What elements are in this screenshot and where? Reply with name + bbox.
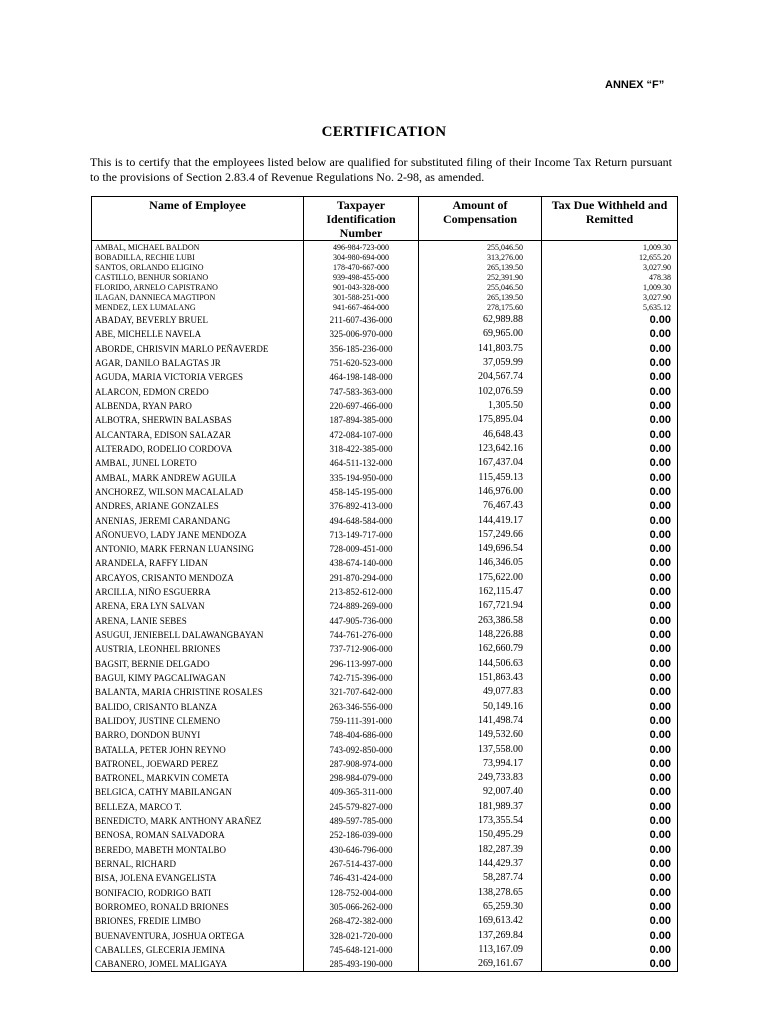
table-row [92,943,678,957]
employee-name: ASUGUI, JENIEBELL DALAWANGBAYAN [92,628,304,642]
tax-withheld: 0.00 [542,628,678,642]
compensation-amount: 37,059.99 [419,356,542,370]
employee-tin: 751-620-523-000 [304,356,419,370]
employee-name: BUENAVENTURA, JOSHUA ORTEGA [92,928,304,942]
tax-withheld: 0.00 [542,828,678,842]
tax-withheld: 3,027.90 [542,293,678,303]
employee-name: BARRO, DONDON BUNYI [92,728,304,742]
employee-tin: 211-607-436-000 [304,313,419,327]
compensation-amount: 204,567.74 [419,370,542,384]
employee-tin: 747-583-363-000 [304,385,419,399]
employee-tin: 759-111-391-000 [304,714,419,728]
employee-name: ALARCON, EDMON CREDO [92,385,304,399]
tax-withheld: 0.00 [542,871,678,885]
table-row [92,399,678,413]
tax-withheld: 1,009.30 [542,241,678,254]
compensation-amount: 123,642.16 [419,442,542,456]
compensation-amount: 73,994.17 [419,757,542,771]
table-row [92,714,678,728]
employee-name: ALBENDA, RYAN PARO [92,399,304,413]
table-row [92,828,678,842]
table-header-row [92,197,678,241]
tax-withheld: 1,009.30 [542,283,678,293]
table-row [92,785,678,799]
table-row [92,628,678,642]
table-row [92,814,678,828]
employee-name: CABALLES, GLECERIA JEMINA [92,943,304,957]
tax-withheld: 0.00 [542,470,678,484]
employee-tin: 304-980-694-000 [304,253,419,263]
table-row [92,571,678,585]
employee-name: ARCILLA, NIÑO ESGUERRA [92,585,304,599]
tax-withheld: 0.00 [542,900,678,914]
tax-withheld: 0.00 [542,599,678,613]
employee-name: BELLEZA, MARCO T. [92,800,304,814]
tax-withheld: 0.00 [542,442,678,456]
table-row [92,685,678,699]
employee-tin: 464-511-132-000 [304,456,419,470]
compensation-amount: 49,077.83 [419,685,542,699]
compensation-amount: 175,622.00 [419,571,542,585]
table-row [92,728,678,742]
tax-withheld: 0.00 [542,814,678,828]
employee-tin: 464-198-148-000 [304,370,419,384]
table-row [92,771,678,785]
compensation-amount: 169,613.42 [419,914,542,928]
employee-name: ARENA, LANIE SEBES [92,614,304,628]
table-row [92,742,678,756]
compensation-amount: 249,733.83 [419,771,542,785]
table-row [92,843,678,857]
compensation-amount: 146,346.05 [419,556,542,570]
employee-name: BALIDOY, JUSTINE CLEMENO [92,714,304,728]
employee-name: BERNAL, RICHARD [92,857,304,871]
table-row [92,241,678,254]
compensation-amount: 269,161.67 [419,957,542,972]
employee-tin: 291-870-294-000 [304,571,419,585]
compensation-amount: 65,259.30 [419,900,542,914]
table-row [92,528,678,542]
compensation-amount: 1,305.50 [419,399,542,413]
employee-tin: 325-006-970-000 [304,327,419,341]
table-row [92,585,678,599]
tax-withheld: 0.00 [542,943,678,957]
employee-name: AGAR, DANILO BALAGTAS JR [92,356,304,370]
employee-name: ARCAYOS, CRISANTO MENDOZA [92,571,304,585]
table-row [92,263,678,273]
employee-tin: 128-752-004-000 [304,886,419,900]
compensation-amount: 175,895.04 [419,413,542,427]
compensation-amount: 144,419.17 [419,513,542,527]
tax-withheld: 0.00 [542,785,678,799]
table-row [92,914,678,928]
table-row [92,642,678,656]
tax-withheld: 0.00 [542,728,678,742]
employee-name: BENOSA, ROMAN SALVADORA [92,828,304,842]
tax-withheld: 12,655.20 [542,253,678,263]
employee-name: BALANTA, MARIA CHRISTINE ROSALES [92,685,304,699]
employee-tin: 489-597-785-000 [304,814,419,828]
tax-withheld: 0.00 [542,385,678,399]
header-name-of-employee: Name of Employee [92,197,304,241]
employee-name: ANTONIO, MARK FERNAN LUANSING [92,542,304,556]
tax-withheld: 3,027.90 [542,263,678,273]
compensation-amount: 62,989.88 [419,313,542,327]
table-row [92,428,678,442]
tax-withheld: 0.00 [542,513,678,527]
employee-name: AUSTRIA, LEONHEL BRIONES [92,642,304,656]
employee-tin: 744-761-276-000 [304,628,419,642]
table-row [92,599,678,613]
employee-name: AÑONUEVO, LADY JANE MENDOZA [92,528,304,542]
employee-tin: 178-470-667-000 [304,263,419,273]
employee-tin: 743-092-850-000 [304,742,419,756]
table-row [92,699,678,713]
employee-name: FLORIDO, ARNELO CAPISTRANO [92,283,304,293]
employee-name: BONIFACIO, RODRIGO BATI [92,886,304,900]
compensation-amount: 278,175.60 [419,303,542,313]
employee-name: BRIONES, FREDIE LIMBO [92,914,304,928]
employee-name: BAGUI, KIMY PAGCALIWAGAN [92,671,304,685]
table-row [92,542,678,556]
tax-withheld: 0.00 [542,914,678,928]
employee-name: BATRONEL, JOEWARD PEREZ [92,757,304,771]
compensation-amount: 265,139.50 [419,263,542,273]
table-row [92,900,678,914]
compensation-amount: 144,429.37 [419,857,542,871]
employee-tin: 267-514-437-000 [304,857,419,871]
table-row [92,327,678,341]
tax-withheld: 0.00 [542,771,678,785]
compensation-amount: 255,046.50 [419,283,542,293]
employee-name: AGUDA, MARIA VICTORIA VERGES [92,370,304,384]
employee-name: BAGSIT, BERNIE DELGADO [92,657,304,671]
certification-paragraph: This is to certify that the employees listed below are qualified for substituted filing of their Income Tax Return pursuant to the provisions of Section 2.83.4 of Revenue Regulations No. 2-98, as amended. [90,155,672,184]
table-row [92,356,678,370]
document-title: CERTIFICATION [321,124,447,140]
employee-tin: 220-697-466-000 [304,399,419,413]
employee-name: ANENIAS, JEREMI CARANDANG [92,513,304,527]
employee-tin: 263-346-556-000 [304,699,419,713]
table-row [92,800,678,814]
tax-withheld: 0.00 [542,542,678,556]
employee-tin: 301-588-251-000 [304,293,419,303]
tax-withheld: 478.38 [542,273,678,283]
tax-withheld: 0.00 [542,313,678,327]
compensation-amount: 113,167.09 [419,943,542,957]
compensation-amount: 137,558.00 [419,742,542,756]
employee-tin: 376-892-413-000 [304,499,419,513]
compensation-amount: 46,648.43 [419,428,542,442]
employee-tin: 328-021-720-000 [304,928,419,942]
employee-tin: 724-889-269-000 [304,599,419,613]
employee-tin: 187-894-385-000 [304,413,419,427]
table-row [92,886,678,900]
employee-tin: 458-145-195-000 [304,485,419,499]
table-row [92,871,678,885]
table-row [92,342,678,356]
compensation-amount: 167,721.94 [419,599,542,613]
tax-withheld: 0.00 [542,370,678,384]
employee-name: BEREDO, MABETH MONTALBO [92,843,304,857]
employee-name: BATRONEL, MARKVIN COMETA [92,771,304,785]
employee-tin: 213-852-612-000 [304,585,419,599]
annex-label: ANNEX “F” [605,79,665,91]
employee-table [91,196,678,972]
employee-name: BATALLA, PETER JOHN REYNO [92,742,304,756]
tax-withheld: 0.00 [542,757,678,771]
employee-tin: 745-648-121-000 [304,943,419,957]
table-row [92,499,678,513]
employee-tin: 939-498-455-000 [304,273,419,283]
employee-tin: 268-472-382-000 [304,914,419,928]
employee-tin: 321-707-642-000 [304,685,419,699]
employee-name: BALIDO, CRISANTO BLANZA [92,699,304,713]
table-row [92,293,678,303]
header-amount-of-compensation: Amount of Compensation [419,197,542,241]
employee-tin: 713-149-717-000 [304,528,419,542]
employee-tin: 728-009-451-000 [304,542,419,556]
employee-tin: 430-646-796-000 [304,843,419,857]
employee-name: ALCANTARA, EDISON SALAZAR [92,428,304,442]
table-row [92,614,678,628]
employee-tin: 252-186-039-000 [304,828,419,842]
compensation-amount: 138,278.65 [419,886,542,900]
table-row [92,370,678,384]
employee-name: ALBOTRA, SHERWIN BALASBAS [92,413,304,427]
employee-tin: 941-667-464-000 [304,303,419,313]
employee-tin: 496-984-723-000 [304,241,419,254]
tax-withheld: 0.00 [542,742,678,756]
compensation-amount: 151,863.43 [419,671,542,685]
tax-withheld: 0.00 [542,671,678,685]
compensation-amount: 102,076.59 [419,385,542,399]
tax-withheld: 0.00 [542,485,678,499]
employee-name: ILAGAN, DANNIECA MAGTIPON [92,293,304,303]
employee-name: ANDRES, ARIANE GONZALES [92,499,304,513]
compensation-amount: 173,355.54 [419,814,542,828]
tax-withheld: 0.00 [542,857,678,871]
header-taxpayer-identification-number: Taxpayer Identification Number [304,197,419,241]
compensation-amount: 141,803.75 [419,342,542,356]
employee-name: BELGICA, CATHY MABILANGAN [92,785,304,799]
employee-name: ARENA, ERA LYN SALVAN [92,599,304,613]
employee-tin: 494-648-584-000 [304,513,419,527]
employee-name: BORROMEO, RONALD BRIONES [92,900,304,914]
tax-withheld: 0.00 [542,413,678,427]
compensation-amount: 141,498.74 [419,714,542,728]
employee-tin: 335-194-950-000 [304,470,419,484]
employee-tin: 356-185-236-000 [304,342,419,356]
tax-withheld: 0.00 [542,327,678,341]
employee-tin: 298-984-079-000 [304,771,419,785]
table-row [92,485,678,499]
compensation-amount: 50,149.16 [419,699,542,713]
tax-withheld: 0.00 [542,571,678,585]
employee-name: CASTILLO, BENHUR SORIANO [92,273,304,283]
employee-name: CABANERO, JOMEL MALIGAYA [92,957,304,972]
tax-withheld: 0.00 [542,556,678,570]
employee-name: ALTERADO, RODELIO CORDOVA [92,442,304,456]
employee-name: AMBAL, MICHAEL BALDON [92,241,304,254]
table-row [92,253,678,263]
tax-withheld: 0.00 [542,957,678,972]
table-row [92,513,678,527]
employee-tin: 409-365-311-000 [304,785,419,799]
employee-tin: 245-579-827-000 [304,800,419,814]
compensation-amount: 265,139.50 [419,293,542,303]
table-row [92,313,678,327]
table-row [92,657,678,671]
employee-tin: 737-712-906-000 [304,642,419,656]
employee-name: SANTOS, ORLANDO ELIGINO [92,263,304,273]
table-row [92,283,678,293]
employee-tin: 748-404-686-000 [304,728,419,742]
employee-name: ABE, MICHELLE NAVELA [92,327,304,341]
tax-withheld: 0.00 [542,356,678,370]
employee-tin: 901-043-328-000 [304,283,419,293]
employee-name: ABADAY, BEVERLY BRUEL [92,313,304,327]
compensation-amount: 162,660.79 [419,642,542,656]
employee-name: ANCHOREZ, WILSON MACALALAD [92,485,304,499]
tax-withheld: 0.00 [542,614,678,628]
table-row [92,303,678,313]
employee-tin: 287-908-974-000 [304,757,419,771]
employee-name: BISA, JOLENA EVANGELISTA [92,871,304,885]
tax-withheld: 0.00 [542,928,678,942]
compensation-amount: 149,696.54 [419,542,542,556]
table-row [92,413,678,427]
compensation-amount: 263,386.58 [419,614,542,628]
tax-withheld: 0.00 [542,657,678,671]
compensation-amount: 69,965.00 [419,327,542,341]
compensation-amount: 148,226.88 [419,628,542,642]
compensation-amount: 255,046.50 [419,241,542,254]
header-tax-due-withheld-and-remitted: Tax Due Withheld and Remitted [542,197,678,241]
table-row [92,385,678,399]
compensation-amount: 162,115.47 [419,585,542,599]
employee-tin: 305-066-262-000 [304,900,419,914]
tax-withheld: 0.00 [542,585,678,599]
compensation-amount: 181,989.37 [419,800,542,814]
compensation-amount: 115,459.13 [419,470,542,484]
employee-tin: 447-905-736-000 [304,614,419,628]
tax-withheld: 0.00 [542,886,678,900]
compensation-amount: 150,495.29 [419,828,542,842]
tax-withheld: 0.00 [542,843,678,857]
employee-tin: 438-674-140-000 [304,556,419,570]
tax-withheld: 0.00 [542,699,678,713]
employee-name: BENEDICTO, MARK ANTHONY ARAÑEZ [92,814,304,828]
employee-tin: 296-113-997-000 [304,657,419,671]
tax-withheld: 0.00 [542,499,678,513]
tax-withheld: 0.00 [542,342,678,356]
employee-name: ARANDELA, RAFFY LIDAN [92,556,304,570]
compensation-amount: 167,437.04 [419,456,542,470]
employee-name: MENDEZ, LEX LUMALANG [92,303,304,313]
table-row [92,470,678,484]
tax-withheld: 0.00 [542,456,678,470]
tax-withheld: 5,635.12 [542,303,678,313]
table-row [92,556,678,570]
compensation-amount: 92,007.40 [419,785,542,799]
employee-tin: 285-493-190-000 [304,957,419,972]
tax-withheld: 0.00 [542,642,678,656]
tax-withheld: 0.00 [542,714,678,728]
compensation-amount: 146,976.00 [419,485,542,499]
table-row [92,957,678,972]
employee-name: AMBAL, MARK ANDREW AGUILA [92,470,304,484]
table-row [92,857,678,871]
employee-tin: 318-422-385-000 [304,442,419,456]
employee-name: BOBADILLA, RECHIE LUBI [92,253,304,263]
table-row [92,671,678,685]
tax-withheld: 0.00 [542,528,678,542]
compensation-amount: 76,467.43 [419,499,542,513]
employee-name: ABORDE, CHRISVIN MARLO PEÑAVERDE [92,342,304,356]
tax-withheld: 0.00 [542,428,678,442]
table-row [92,928,678,942]
compensation-amount: 313,276.00 [419,253,542,263]
compensation-amount: 157,249.66 [419,528,542,542]
table-row [92,456,678,470]
employee-tin: 742-715-396-000 [304,671,419,685]
compensation-amount: 137,269.84 [419,928,542,942]
table-row [92,757,678,771]
compensation-amount: 182,287.39 [419,843,542,857]
tax-withheld: 0.00 [542,800,678,814]
employee-table-body [92,241,678,972]
compensation-amount: 252,391.90 [419,273,542,283]
table-row [92,442,678,456]
employee-name: AMBAL, JUNEL LORETO [92,456,304,470]
employee-tin: 746-431-424-000 [304,871,419,885]
compensation-amount: 149,532.60 [419,728,542,742]
compensation-amount: 58,287.74 [419,871,542,885]
tax-withheld: 0.00 [542,685,678,699]
employee-tin: 472-084-107-000 [304,428,419,442]
tax-withheld: 0.00 [542,399,678,413]
compensation-amount: 144,506.63 [419,657,542,671]
table-row [92,273,678,283]
